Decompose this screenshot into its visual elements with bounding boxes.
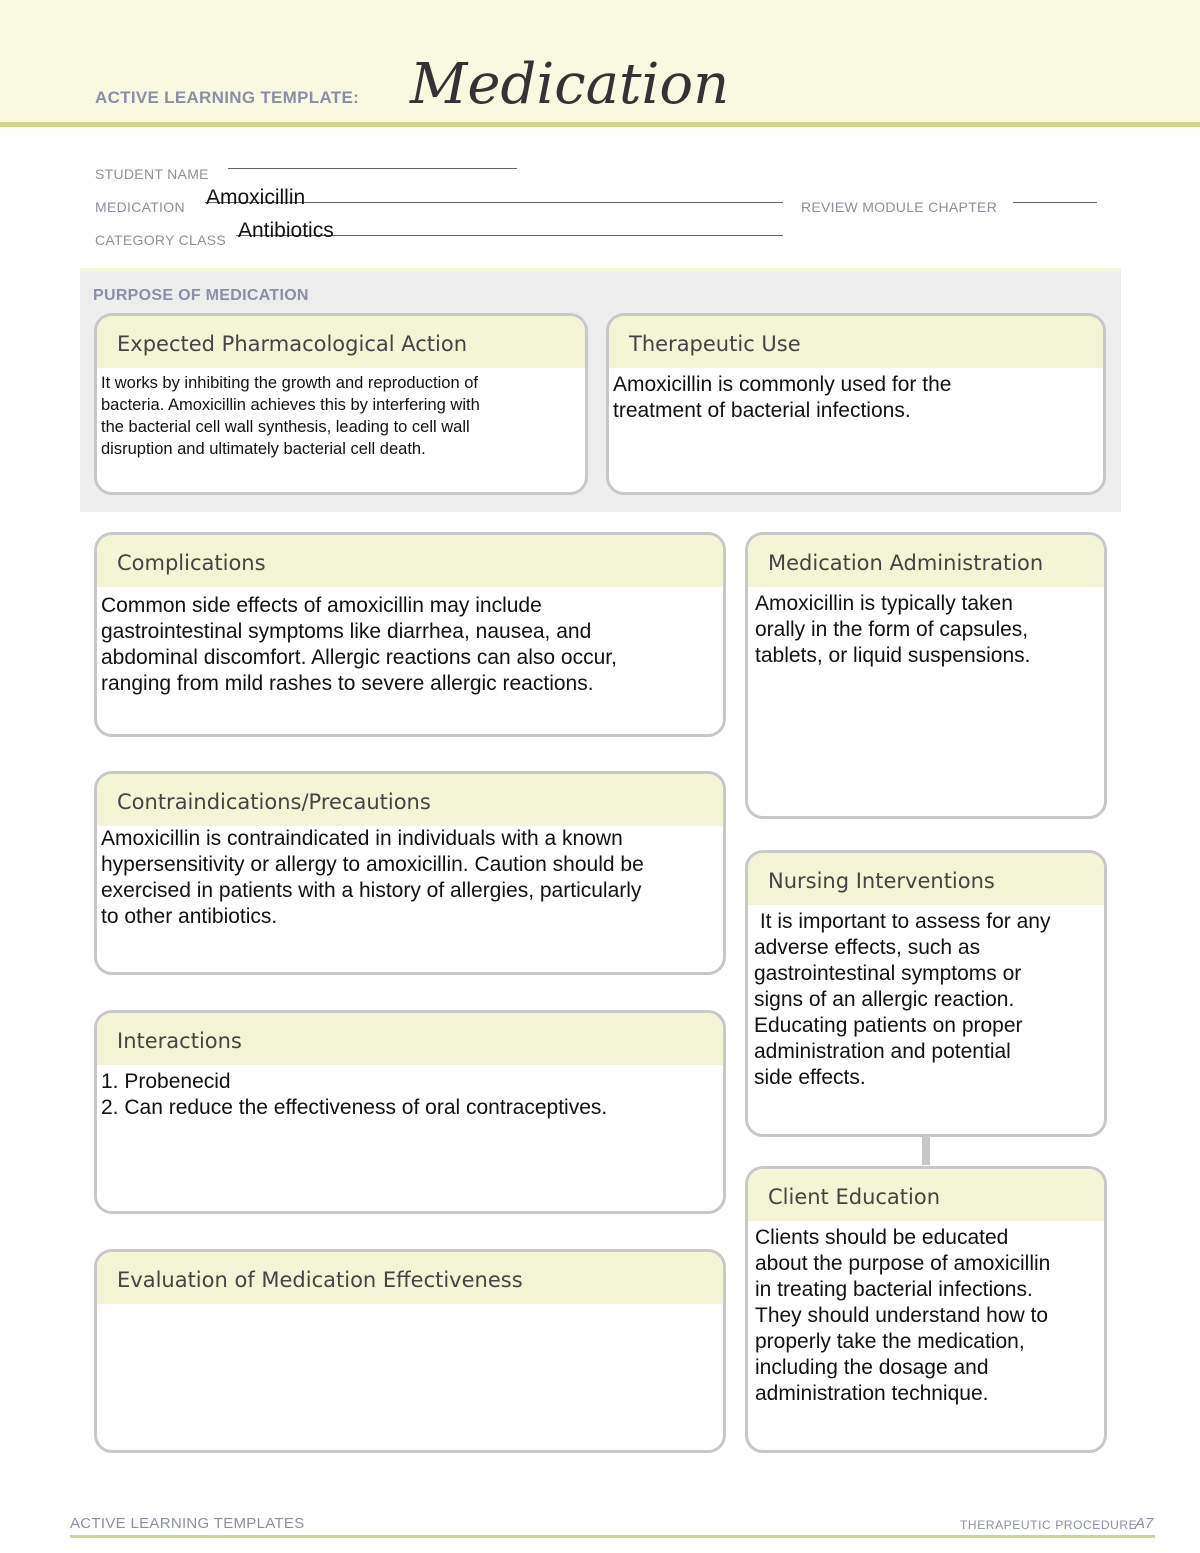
text-line: abdominal discomfort. Allergic reactions can also occur, [101, 646, 617, 669]
complications-card [94, 532, 726, 737]
text-line: treatment of bacterial infections. [613, 399, 911, 422]
client-education-title: Client Education [748, 1169, 1104, 1221]
nursing-interventions-text[interactable] [748, 905, 1104, 1091]
category-class-label: CATEGORY CLASS [95, 232, 227, 248]
text-line: administration technique. [755, 1382, 989, 1405]
text-line: 2. Can reduce the effectiveness of oral contraceptives. [101, 1096, 608, 1119]
interactions-title: Interactions [97, 1013, 723, 1065]
nursing-interventions-card [745, 850, 1107, 1137]
text-line: 1. Probenecid [101, 1070, 231, 1093]
header-label: ACTIVE LEARNING TEMPLATE: [95, 88, 360, 107]
text-line: disruption and ultimately bacterial cell death. [101, 440, 426, 458]
expected-action-text[interactable] [97, 368, 585, 460]
text-line: It is important to assess for any [754, 910, 1051, 933]
evaluation-text[interactable] [97, 1304, 723, 1308]
text-line: ranging from mild rashes to severe allergic reactions. [101, 672, 594, 695]
complications-text[interactable] [97, 587, 723, 697]
medication-label: MEDICATION [95, 199, 185, 215]
purpose-label: PURPOSE OF MEDICATION [93, 287, 309, 304]
text-line: the bacterial cell wall synthesis, leading to cell wall [101, 418, 470, 436]
header-rule [0, 122, 1200, 127]
text-line: side effects. [754, 1066, 866, 1089]
interactions-text[interactable] [97, 1065, 723, 1121]
review-module-field[interactable] [1013, 202, 1097, 203]
interactions-card [94, 1010, 726, 1214]
text-line: administration and potential [754, 1040, 1011, 1063]
text-line: Amoxicillin is contraindicated in individuals with a known [101, 827, 623, 850]
text-line: in treating bacterial infections. [755, 1278, 1033, 1301]
text-line: bacteria. Amoxicillin achieves this by interfering with [101, 396, 480, 414]
medication-administration-title: Medication Administration [748, 535, 1104, 587]
footer-rule [70, 1535, 1155, 1538]
connector-line [922, 1135, 930, 1165]
page-number: A7 [1135, 1515, 1154, 1532]
evaluation-title: Evaluation of Medication Effectiveness [97, 1252, 723, 1304]
text-line: about the purpose of amoxicillin [755, 1252, 1051, 1275]
footer-left: ACTIVE LEARNING TEMPLATES [70, 1515, 305, 1532]
contraindications-text[interactable] [97, 826, 723, 930]
expected-action-title: Expected Pharmacological Action [97, 316, 585, 368]
text-line: orally in the form of capsules, [755, 618, 1029, 641]
text-line: hypersensitivity or allergy to amoxicillin. Caution should be [101, 853, 644, 876]
text-line: Amoxicillin is commonly used for the [613, 373, 952, 396]
nursing-interventions-title: Nursing Interventions [748, 853, 1104, 905]
text-line: Educating patients on proper [754, 1014, 1023, 1037]
footer-right: THERAPEUTIC PROCEDURE [960, 1518, 1138, 1532]
text-line: Common side effects of amoxicillin may include [101, 594, 542, 617]
text-line: adverse effects, such as [754, 936, 981, 959]
text-line: signs of an allergic reaction. [754, 988, 1015, 1011]
text-line: to other antibiotics. [101, 905, 278, 928]
text-line: It works by inhibiting the growth and reproduction of [101, 374, 478, 392]
contraindications-card [94, 771, 726, 975]
complications-title: Complications [97, 535, 723, 587]
text-line: properly take the medication, [755, 1330, 1025, 1353]
text-line: tablets, or liquid suspensions. [755, 644, 1031, 667]
text-line: They should understand how to [755, 1304, 1049, 1327]
expected-action-card [94, 313, 588, 495]
text-line: Clients should be educated [755, 1226, 1009, 1249]
contraindications-title: Contraindications/Precautions [97, 774, 723, 826]
medication-administration-text[interactable] [748, 587, 1104, 669]
text-line: Amoxicillin is typically taken [755, 592, 1013, 615]
student-name-label: STUDENT NAME [95, 166, 209, 182]
client-education-card [745, 1166, 1107, 1453]
evaluation-card [94, 1249, 726, 1453]
therapeutic-use-text[interactable] [609, 368, 1103, 424]
student-name-field[interactable] [228, 168, 517, 169]
text-line: gastrointestinal symptoms or [754, 962, 1022, 985]
therapeutic-use-card [606, 313, 1106, 495]
category-class-value: Antibiotics [238, 219, 334, 242]
medication-administration-card [745, 532, 1107, 819]
therapeutic-use-title: Therapeutic Use [609, 316, 1103, 368]
medication-value: Amoxicillin [206, 186, 306, 209]
page-title: Medication [410, 52, 730, 117]
text-line: including the dosage and [755, 1356, 989, 1379]
client-education-text[interactable] [748, 1221, 1104, 1407]
text-line: exercised in patients with a history of allergies, particularly [101, 879, 642, 902]
review-module-label: REVIEW MODULE CHAPTER [801, 199, 998, 215]
text-line: gastrointestinal symptoms like diarrhea, nausea, and [101, 620, 592, 643]
